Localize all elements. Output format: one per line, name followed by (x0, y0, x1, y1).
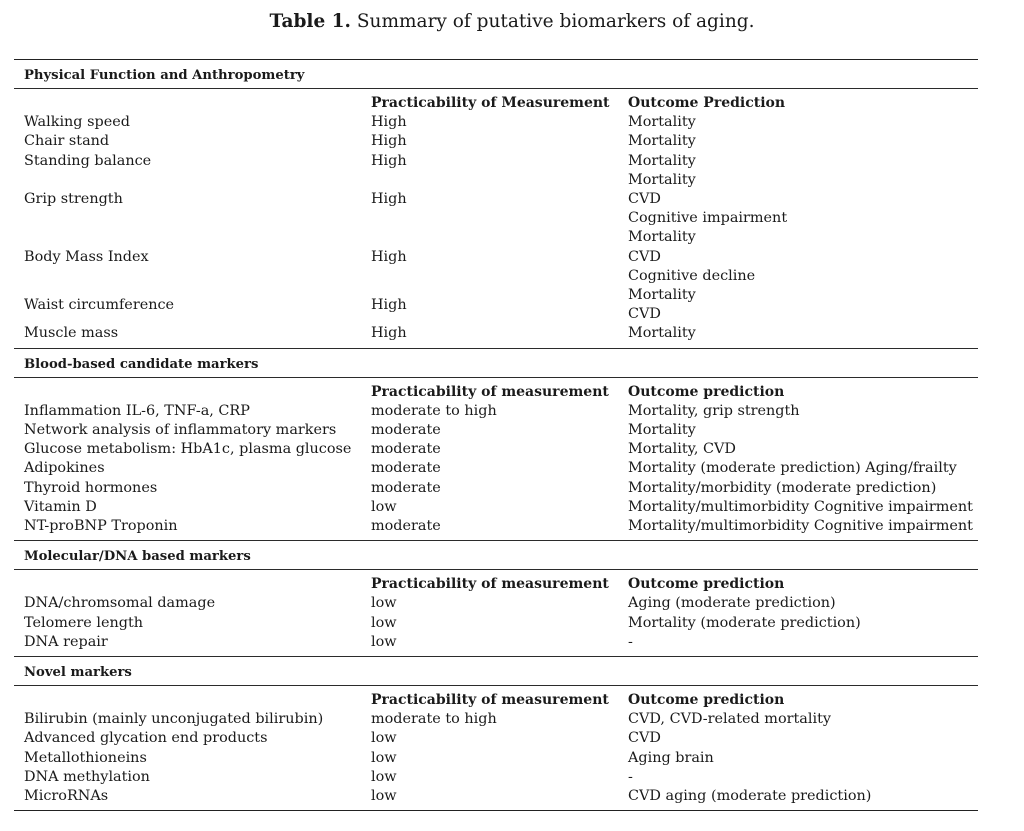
outcome-line: Mortality (628, 325, 696, 342)
section-title: Molecular/DNA based markers (24, 549, 251, 565)
marker-cell: Bilirubin (mainly unconjugated bilirubin) (24, 711, 324, 728)
table-row (14, 479, 978, 498)
marker-cell: MicroRNAs (24, 788, 109, 805)
practicability-cell: moderate (371, 422, 441, 439)
outcome-cell (628, 479, 978, 498)
table-section (14, 349, 978, 541)
marker-cell: Inflammation IL-6, TNF-a, CRP (24, 402, 250, 419)
table-row (14, 228, 978, 286)
outcome-line: Aging (moderate prediction) (628, 595, 836, 612)
practicability-cell: moderate (371, 518, 441, 535)
table-row (14, 498, 978, 517)
outcome-line: CVD (628, 730, 661, 747)
practicability-cell: High (371, 152, 407, 169)
marker-cell: Waist circumference (24, 296, 175, 313)
practicability-cell: moderate to high (371, 711, 497, 728)
practicability-cell: low (371, 788, 397, 805)
outcome-line: Mortality (628, 422, 696, 439)
table-row (14, 421, 978, 440)
section-title: Blood-based candidate markers (24, 356, 259, 372)
outcome-line: Mortality, grip strength (628, 402, 800, 419)
table-row (14, 459, 978, 478)
column-header-marker (14, 575, 371, 594)
section-body (14, 570, 978, 656)
outcome-cell (628, 459, 978, 478)
table-row (14, 402, 978, 421)
outcome-line: Mortality (628, 229, 696, 246)
marker-cell: Metallothioneins (24, 749, 147, 766)
practicability-cell: moderate to high (371, 402, 497, 419)
outcome-cell (628, 152, 978, 171)
practicability-cell: low (371, 730, 397, 747)
outcome-line: Mortality/morbidity (moderate prediction) (628, 479, 937, 496)
outcome-line: CVD aging (moderate prediction) (628, 788, 872, 805)
practicability-cell: low (371, 498, 397, 515)
outcome-line: CVD, CVD-related mortality (628, 711, 831, 728)
practicability-cell: High (371, 248, 407, 265)
section-body (14, 89, 978, 348)
section-title: Novel markers (24, 665, 132, 681)
outcome-line: Mortality (moderate prediction) Aging/frailty (628, 460, 957, 477)
marker-cell: Walking speed (24, 114, 130, 131)
outcome-line: CVD (628, 306, 661, 323)
outcome-cell (628, 768, 978, 787)
outcome-line: Mortality (628, 133, 696, 150)
marker-cell: NT-proBNP Troponin (24, 518, 178, 535)
outcome-cell (628, 324, 978, 343)
outcome-line: Cognitive decline (628, 267, 756, 284)
table-row (14, 729, 978, 748)
column-header-outcome: Outcome prediction (628, 383, 785, 400)
outcome-cell (628, 633, 978, 652)
practicability-cell: low (371, 768, 397, 785)
outcome-line: CVD (628, 191, 661, 208)
outcome-cell (628, 440, 978, 459)
outcome-line: Mortality/multimorbidity Cognitive impairment (628, 518, 973, 535)
table-bottom-rule (14, 810, 978, 811)
outcome-cell (628, 171, 978, 229)
section-body (14, 686, 978, 810)
outcome-line: Cognitive impairment (628, 210, 788, 227)
table-row (14, 324, 978, 343)
column-header-practicability: Practicability of measurement (371, 383, 609, 400)
table-row (14, 749, 978, 768)
table-row (14, 113, 978, 132)
outcome-line: Mortality (628, 171, 696, 188)
outcome-cell (628, 132, 978, 151)
table-row (14, 152, 978, 171)
column-header-outcome: Outcome prediction (628, 692, 785, 709)
marker-cell: Glucose metabolism: HbA1c, plasma glucose (24, 441, 352, 458)
column-header-marker (14, 691, 371, 710)
practicability-cell: High (371, 133, 407, 150)
practicability-cell: High (371, 114, 407, 131)
outcome-cell (628, 113, 978, 132)
column-header-outcome: Outcome prediction (628, 576, 785, 593)
outcome-line: Mortality/multimorbidity Cognitive impairment (628, 498, 973, 515)
practicability-cell: low (371, 633, 397, 650)
practicability-cell: High (371, 325, 407, 342)
section-body (14, 378, 978, 541)
table-row (14, 440, 978, 459)
outcome-line: Mortality (moderate prediction) (628, 614, 861, 631)
marker-cell: Vitamin D (24, 498, 97, 515)
column-header-marker (14, 94, 371, 113)
section-title: Physical Function and Anthropometry (24, 68, 305, 83)
column-header-row (14, 383, 978, 402)
marker-cell: Chair stand (24, 133, 110, 150)
column-header-row (14, 94, 978, 113)
outcome-line: Mortality (628, 114, 696, 131)
outcome-cell (628, 402, 978, 421)
marker-cell: DNA methylation (24, 768, 150, 785)
table-caption (0, 10, 1024, 34)
biomarker-table (14, 59, 978, 811)
practicability-cell: low (371, 749, 397, 766)
marker-cell: Grip strength (24, 191, 123, 208)
outcome-line: Aging brain (628, 749, 714, 766)
outcome-cell (628, 228, 978, 286)
column-header-practicability: Practicability of Measurement (371, 95, 610, 111)
practicability-cell: moderate (371, 441, 441, 458)
practicability-cell: High (371, 296, 407, 313)
outcome-cell (628, 517, 978, 536)
outcome-line: Mortality (628, 287, 696, 304)
outcome-cell (628, 749, 978, 768)
outcome-cell (628, 594, 978, 613)
table-section (14, 60, 978, 348)
outcome-line: Mortality (628, 152, 696, 169)
table-row (14, 787, 978, 806)
outcome-line: CVD (628, 248, 661, 265)
outcome-line: - (628, 768, 633, 785)
marker-cell: Advanced glycation end products (24, 730, 268, 747)
outcome-cell (628, 787, 978, 806)
marker-cell: Body Mass Index (24, 248, 149, 265)
practicability-cell: moderate (371, 479, 441, 496)
outcome-cell (628, 421, 978, 440)
outcome-cell (628, 729, 978, 748)
table-row (14, 594, 978, 613)
table-row (14, 132, 978, 151)
table-row (14, 614, 978, 633)
practicability-cell: High (371, 191, 407, 208)
column-header-outcome: Outcome Prediction (628, 95, 786, 111)
marker-cell: Muscle mass (24, 325, 119, 342)
practicability-cell: low (371, 595, 397, 612)
column-header-marker (14, 383, 371, 402)
marker-cell: Standing balance (24, 152, 152, 169)
marker-cell: Thyroid hormones (24, 479, 158, 496)
table-row (14, 286, 978, 324)
caption-text: Summary of putative biomarkers of aging. (351, 11, 755, 32)
column-header-row (14, 575, 978, 594)
table-row (14, 710, 978, 729)
column-header-row (14, 691, 978, 710)
table-section (14, 541, 978, 656)
outcome-cell (628, 286, 978, 324)
marker-cell: DNA/chromsomal damage (24, 595, 216, 612)
outcome-cell (628, 614, 978, 633)
table-section (14, 657, 978, 810)
table-row (14, 633, 978, 652)
outcome-line: Mortality, CVD (628, 441, 736, 458)
marker-cell: Adipokines (24, 460, 105, 477)
table-row (14, 171, 978, 229)
column-header-practicability: Practicability of measurement (371, 692, 609, 709)
practicability-cell: low (371, 614, 397, 631)
marker-cell: Telomere length (24, 614, 144, 631)
marker-cell: DNA repair (24, 633, 108, 650)
table-row (14, 517, 978, 536)
marker-cell: Network analysis of inflammatory markers (24, 422, 337, 439)
outcome-cell (628, 498, 978, 517)
caption-label: Table 1. (269, 11, 351, 32)
outcome-cell (628, 710, 978, 729)
table-row (14, 768, 978, 787)
column-header-practicability: Practicability of measurement (371, 576, 609, 593)
practicability-cell: moderate (371, 460, 441, 477)
outcome-line: - (628, 633, 633, 650)
